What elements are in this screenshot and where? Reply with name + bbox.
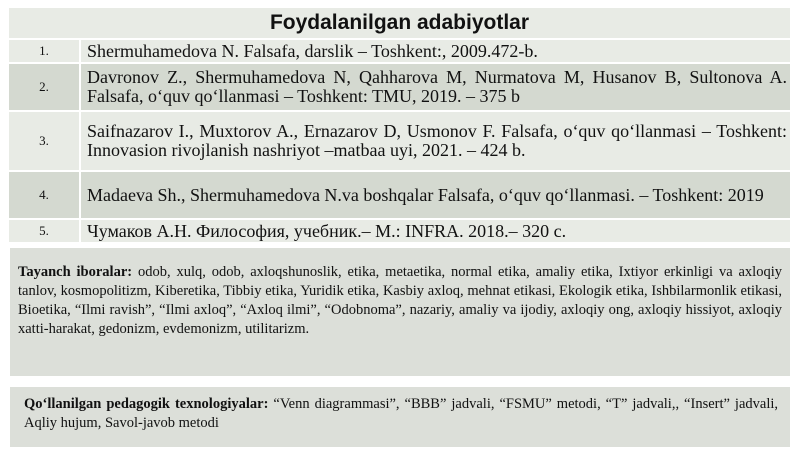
technologies-box xyxy=(10,387,790,447)
reference-text: Madaeva Sh., Shermuhamedova N.va boshqalar Falsafa, oʻquv qoʻllanmasi. – Toshkent: 2019 xyxy=(87,184,764,205)
technologies-label: Qoʻllanilgan pedagogik texnologiyalar: xyxy=(24,396,269,412)
keywords-label: Tayanch iboralar: xyxy=(18,264,133,280)
keywords-box xyxy=(10,248,790,376)
reference-number: 5. xyxy=(9,220,81,242)
reference-number: 1. xyxy=(9,40,81,62)
reference-text: Чумаков А.Н. Философия, учебник.– М.: INFRA. 2018.– 320 с. xyxy=(87,220,567,241)
references-title: Foydalanilgan adabiyotlar xyxy=(9,8,790,40)
reference-row xyxy=(9,220,790,244)
references-table xyxy=(9,8,790,244)
reference-row xyxy=(9,40,790,64)
reference-row xyxy=(9,64,790,112)
reference-text: Shermuhamedova N. Falsafa, darslik – Toshkent:, 2009.472-b. xyxy=(87,40,538,61)
reference-text: Saifnazarov I., Muxtorov A., Ernazarov D, Usmonov F. Falsafa, oʻquv qoʻllanmasi – Toshkent: Innovasion rivojlanish nashriyot –matbaa uyi, 2021. – 424 b. xyxy=(87,121,787,160)
reference-row xyxy=(9,112,790,172)
reference-row xyxy=(9,172,790,220)
reference-text: Davronov Z., Shermuhamedova N, Qahharova M, Nurmatova M, Husanov B, Sultonova A. Falsafa, oʻquv qoʻllanmasi – Toshkent: TMU, 2019. – 375 b xyxy=(87,67,787,106)
technologies-text: “Venn diagrammasi”, “BBB” jadvali, “FSMU” metodi, “T” jadvali,, “Insert” jadvali, Aqliy hujum, Savol-javob metodi xyxy=(24,396,779,431)
reference-number: 4. xyxy=(9,172,81,218)
reference-number: 3. xyxy=(9,112,81,170)
keywords-text: odob, xulq, odob, axloqshunoslik, etika, metaetika, normal etika, amaliy etika, Ixtiyor erkinligi va axloqiy tanlov, kosmopolitizm, Kiberetika, Tibbiy etika, Yuridik etika, Kasbiy axloq, mehnat etikasi, Ekologik etika, Ishbilarmonlik etikasi, Bioetika, “Ilmi ravish”, “Ilmi axloq”, “Axloq ilmi”, “Odobnoma”, nazariy, amaliy va ijodiy, axloqiy ong, axloqiy hissiyot, axloqiy xatti-harakat, gedonizm, evdemonizm, utilitarizm. xyxy=(18,264,782,337)
reference-number: 2. xyxy=(9,64,81,110)
